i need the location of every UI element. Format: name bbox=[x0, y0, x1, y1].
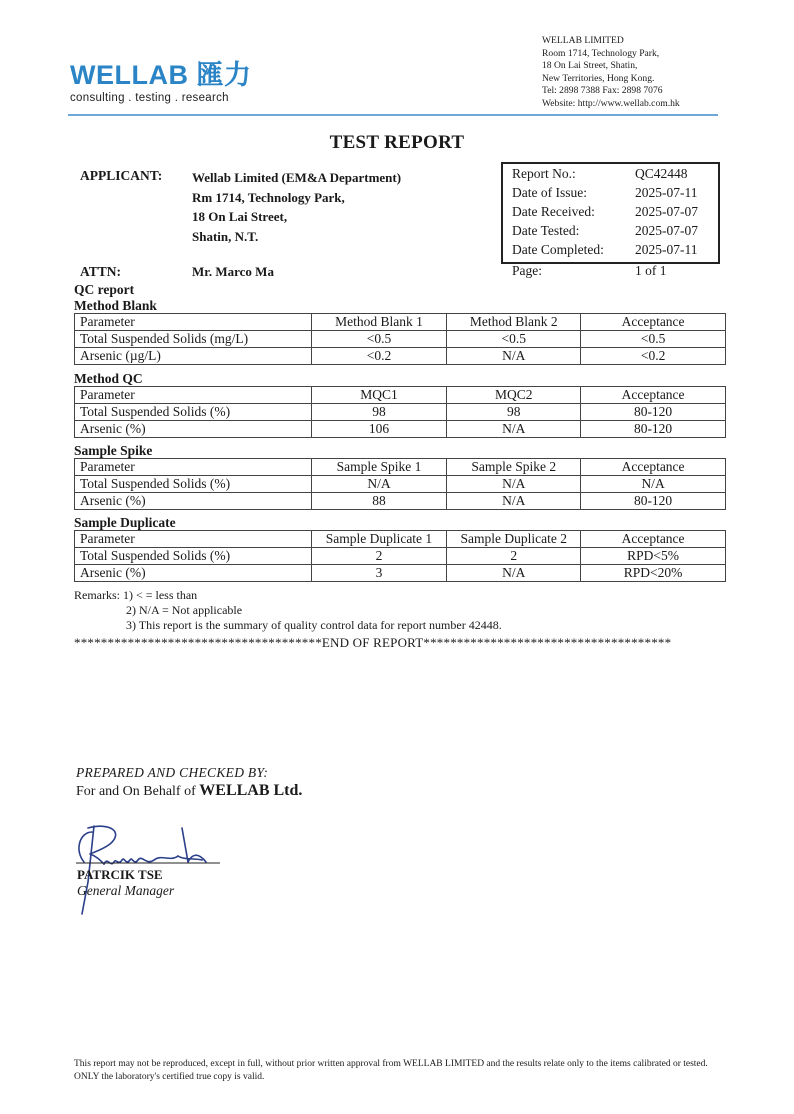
table-cell: N/A bbox=[447, 476, 581, 493]
table-cell: N/A bbox=[447, 421, 581, 438]
company-address-line: 18 On Lai Street, Shatin, bbox=[542, 60, 638, 71]
attn-label: ATTN: bbox=[80, 264, 122, 279]
table-cell: N/A bbox=[447, 348, 581, 365]
table-header-cell: Method Blank 2 bbox=[447, 314, 581, 331]
sample-spike-table bbox=[74, 458, 726, 510]
section-title-sample-duplicate: Sample Duplicate bbox=[74, 515, 176, 530]
table-header-row bbox=[75, 314, 726, 331]
table-row bbox=[75, 548, 726, 565]
info-value: 2025-07-11 bbox=[635, 242, 698, 257]
table-cell: 98 bbox=[311, 404, 447, 421]
remark-line: 3) This report is the summary of quality control data for report number 42448. bbox=[126, 618, 502, 632]
info-value: 2025-07-11 bbox=[635, 185, 698, 200]
report-info-box bbox=[501, 162, 720, 264]
table-cell: 3 bbox=[311, 565, 447, 582]
table-cell: N/A bbox=[447, 565, 581, 582]
info-key: Date Tested: bbox=[512, 223, 580, 238]
table-cell: Arsenic (%) bbox=[75, 565, 312, 582]
table-row bbox=[75, 331, 726, 348]
applicant-line: 18 On Lai Street, bbox=[192, 209, 288, 224]
on-behalf-company: WELLAB Ltd. bbox=[199, 782, 303, 799]
logo-tagline: consulting . testing . research bbox=[70, 92, 229, 104]
table-header-cell: Sample Duplicate 2 bbox=[447, 531, 581, 548]
table-row bbox=[75, 404, 726, 421]
remarks bbox=[74, 588, 502, 633]
table-cell: Arsenic (µg/L) bbox=[75, 348, 312, 365]
method-blank-table bbox=[74, 313, 726, 365]
header-divider bbox=[68, 114, 718, 116]
remark-line: 2) N/A = Not applicable bbox=[126, 603, 243, 617]
table-header-cell: MQC2 bbox=[447, 387, 581, 404]
table-row bbox=[75, 421, 726, 438]
table-cell: Total Suspended Solids (mg/L) bbox=[75, 331, 312, 348]
table-row bbox=[75, 565, 726, 582]
table-row bbox=[75, 476, 726, 493]
table-cell: <0.5 bbox=[447, 331, 581, 348]
applicant-line: Shatin, N.T. bbox=[192, 228, 259, 244]
applicant-line: Wellab Limited (EM&A Department) bbox=[192, 170, 402, 185]
table-cell: Arsenic (%) bbox=[75, 421, 312, 438]
table-cell: N/A bbox=[311, 476, 447, 493]
table-header-cell: Parameter bbox=[75, 531, 312, 548]
table-cell: RPD<5% bbox=[581, 548, 726, 565]
table-cell: 80-120 bbox=[581, 421, 726, 438]
signatory-position: General Manager bbox=[77, 883, 175, 898]
table-header-row bbox=[75, 531, 726, 548]
table-header-cell: Acceptance bbox=[581, 387, 726, 404]
table-cell: 80-120 bbox=[581, 404, 726, 421]
prepared-by-label: PREPARED AND CHECKED BY: bbox=[76, 765, 269, 780]
wellab-logo bbox=[70, 60, 251, 104]
section-title-method-blank: Method Blank bbox=[74, 298, 157, 313]
info-key: Date Received: bbox=[512, 204, 595, 219]
section-title-sample-spike: Sample Spike bbox=[74, 443, 153, 458]
attn-value: Mr. Marco Ma bbox=[192, 264, 274, 279]
page-value: 1 of 1 bbox=[635, 263, 667, 278]
table-cell: 2 bbox=[447, 548, 581, 565]
table-header-cell: MQC1 bbox=[311, 387, 447, 404]
table-header-cell: Sample Spike 2 bbox=[447, 459, 581, 476]
table-row bbox=[75, 348, 726, 365]
table-header-cell: Sample Duplicate 1 bbox=[311, 531, 447, 548]
table-cell: <0.2 bbox=[311, 348, 447, 365]
company-address-line: Room 1714, Technology Park, bbox=[542, 47, 660, 59]
company-address-line: New Territories, Hong Kong. bbox=[542, 72, 655, 84]
info-value: 2025-07-07 bbox=[635, 223, 698, 238]
table-cell: N/A bbox=[581, 476, 726, 493]
applicant-label: APPLICANT: bbox=[80, 168, 163, 183]
company-website: Website: http://www.wellab.com.hk bbox=[542, 97, 680, 109]
info-key: Date Completed: bbox=[512, 242, 604, 257]
table-header-cell: Parameter bbox=[75, 387, 312, 404]
table-cell: Total Suspended Solids (%) bbox=[75, 548, 312, 565]
table-cell: 80-120 bbox=[581, 493, 726, 510]
method-qc-table bbox=[74, 386, 726, 438]
table-cell: 106 bbox=[311, 421, 447, 438]
on-behalf-line bbox=[76, 782, 302, 800]
table-cell: 2 bbox=[311, 548, 447, 565]
footer-disclaimer: This report may not be reproduced, except in full, without prior written approval from WELLAB LIMITED and the results relate only to the items calibrated or tested. ONLY the laboratory's certified true copy is valid. bbox=[74, 1059, 708, 1082]
table-header-row bbox=[75, 459, 726, 476]
table-header-cell: Sample Spike 1 bbox=[311, 459, 447, 476]
table-cell: <0.5 bbox=[581, 331, 726, 348]
applicant-address bbox=[192, 168, 401, 246]
table-cell: 88 bbox=[311, 493, 447, 510]
applicant-line: Rm 1714, Technology Park, bbox=[192, 189, 345, 205]
table-cell: <0.2 bbox=[581, 348, 726, 365]
table-cell: Total Suspended Solids (%) bbox=[75, 476, 312, 493]
company-phone: Tel: 2898 7388 Fax: 2898 7076 bbox=[542, 85, 663, 96]
on-behalf-prefix: For and On Behalf of bbox=[76, 784, 200, 799]
section-title-method-qc: Method QC bbox=[74, 371, 143, 386]
table-header-cell: Acceptance bbox=[581, 459, 726, 476]
sample-duplicate-table bbox=[74, 530, 726, 582]
table-cell: N/A bbox=[447, 493, 581, 510]
page-label: Page: bbox=[512, 263, 542, 278]
table-header-row bbox=[75, 387, 726, 404]
info-value: QC42448 bbox=[635, 166, 688, 181]
table-cell: RPD<20% bbox=[581, 565, 726, 582]
info-key: Date of Issue: bbox=[512, 185, 587, 200]
qc-report-label: QC report bbox=[74, 282, 135, 297]
table-header-cell: Acceptance bbox=[581, 314, 726, 331]
end-of-report: *************************************END OF REPORT************************************* bbox=[74, 635, 672, 650]
table-cell: 98 bbox=[447, 404, 581, 421]
table-header-cell: Parameter bbox=[75, 314, 312, 331]
remark-line: Remarks: 1) < = less than bbox=[74, 588, 198, 602]
company-address-block bbox=[542, 35, 680, 110]
info-key: Report No.: bbox=[512, 166, 576, 181]
table-row bbox=[75, 493, 726, 510]
info-value: 2025-07-07 bbox=[635, 204, 698, 219]
report-title: TEST REPORT bbox=[329, 132, 465, 153]
table-header-cell: Acceptance bbox=[581, 531, 726, 548]
signatory-name: PATRCIK TSE bbox=[77, 867, 163, 882]
logo-wordmark: WELLAB 匯力 bbox=[70, 60, 252, 90]
table-cell: <0.5 bbox=[311, 331, 447, 348]
table-cell: Total Suspended Solids (%) bbox=[75, 404, 312, 421]
table-cell: Arsenic (%) bbox=[75, 493, 312, 510]
table-header-cell: Method Blank 1 bbox=[311, 314, 447, 331]
company-name: WELLAB LIMITED bbox=[542, 35, 624, 46]
table-header-cell: Parameter bbox=[75, 459, 312, 476]
